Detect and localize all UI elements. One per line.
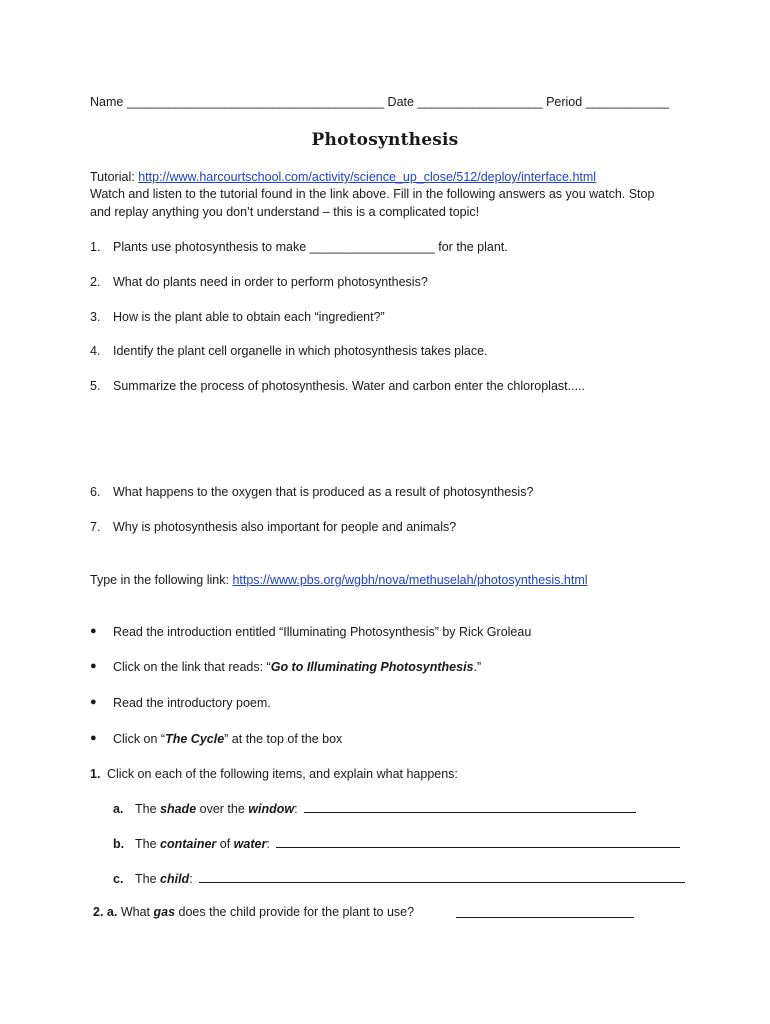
question-text: What do plants need in order to perform photosynthesis? [113, 275, 428, 289]
period-label: Period [546, 95, 583, 109]
part1-number: 1. [90, 767, 101, 781]
bullet-emphasis: The Cycle [165, 732, 225, 746]
part2-number: 2. [93, 905, 104, 919]
item-keyword: container [160, 837, 217, 851]
question-number: 4. [90, 344, 101, 358]
bullet-text-end: ” at the top of the box [224, 732, 343, 746]
question-2 [90, 275, 428, 289]
bullet-text-end: .” [473, 660, 482, 674]
date-label: Date [387, 95, 414, 109]
tutorial-label: Tutorial: [90, 170, 135, 184]
link-label: Type in the following link: [90, 573, 233, 587]
question-6 [90, 485, 533, 499]
instructions-line-1: Watch and listen to the tutorial found in the link above. Fill in the following answers as you watch. Stop [90, 187, 655, 201]
header-line [90, 95, 669, 109]
part2-text-after: does the child provide for the plant to use? [175, 905, 415, 919]
question-5 [90, 379, 585, 393]
bullet-item-4 [113, 732, 342, 746]
question-text: What happens to the oxygen that is produced as a result of photosynthesis? [113, 485, 534, 499]
part2-text: What [120, 905, 154, 919]
bullet-item-3: Read the introductory poem. [113, 696, 271, 710]
question-number: 1. [90, 240, 101, 254]
question-text: Identify the plant cell organelle in which photosynthesis takes place. [113, 344, 488, 358]
tutorial-line [90, 170, 596, 184]
question-3 [90, 310, 385, 324]
bullet-item-2 [113, 660, 481, 674]
bullet-text: Click on “ [113, 732, 166, 746]
item-text: The [135, 872, 161, 886]
item-label: b. [113, 837, 125, 851]
link-instruction [90, 573, 588, 587]
question-7 [90, 520, 456, 534]
question-text-after: for the plant. [434, 240, 508, 254]
item-keyword: shade [160, 802, 197, 816]
item-keyword: child [160, 872, 190, 886]
date-field[interactable]: __________________ [417, 95, 543, 109]
question-text: Plants use photosynthesis to make [113, 240, 310, 254]
question-number: 2. [90, 275, 101, 289]
question-text: How is the plant able to obtain each “ingredient?” [113, 310, 385, 324]
question-number: 5. [90, 379, 101, 393]
item-colon: : [266, 837, 270, 851]
part2-keyword: gas [153, 905, 176, 919]
part1-item-c [113, 871, 685, 886]
pbs-link[interactable]: https://www.pbs.org/wgbh/nova/methuselah/photosynthesis.html [232, 573, 588, 587]
item-text: over the [196, 802, 249, 816]
item-label: a. [113, 802, 124, 816]
page-title: Photosynthesis [311, 130, 459, 150]
name-field[interactable]: _____________________________________ [126, 95, 385, 109]
question-1 [90, 240, 508, 254]
tutorial-link[interactable]: http://www.harcourtschool.com/activity/science_up_close/512/deploy/interface.html [138, 170, 597, 184]
item-text: The [135, 837, 161, 851]
part1-item-b [113, 836, 680, 851]
bullet-dot: ● [90, 732, 97, 744]
item-colon: : [189, 872, 193, 886]
item-label: c. [113, 872, 124, 886]
question-number: 7. [90, 520, 101, 534]
item-text: of [216, 837, 234, 851]
part2-prompt [93, 905, 414, 919]
bullet-text: Click on the link that reads: “ [113, 660, 271, 674]
part1-item-a [113, 801, 636, 816]
answer-line-b[interactable] [276, 836, 680, 848]
item-keyword: window [248, 802, 295, 816]
question-4 [90, 344, 488, 358]
item-keyword: water [233, 837, 267, 851]
bullet-dot: ● [90, 696, 97, 708]
question-number: 3. [90, 310, 101, 324]
question-text: Why is photosynthesis also important for people and animals? [113, 520, 457, 534]
item-text: The [135, 802, 161, 816]
question-number: 6. [90, 485, 101, 499]
part1-text: Click on each of the following items, and explain what happens: [107, 767, 458, 781]
item-colon: : [294, 802, 298, 816]
bullet-item-1: Read the introduction entitled “Illuminating Photosynthesis” by Rick Groleau [113, 625, 532, 639]
period-field[interactable]: ____________ [585, 95, 670, 109]
bullet-emphasis: Go to Illuminating Photosynthesis [270, 660, 474, 674]
part1-prompt [90, 767, 458, 781]
instructions-line-2: and replay anything you don’t understand – this is a complicated topic! [90, 205, 480, 219]
answer-line-part2[interactable] [456, 906, 634, 918]
question-text: Summarize the process of photosynthesis. Water and carbon enter the chloroplast..... [113, 379, 585, 393]
answer-line-c[interactable] [199, 871, 685, 883]
answer-blank[interactable]: __________________ [309, 240, 435, 254]
name-label: Name [90, 95, 124, 109]
bullet-dot: ● [90, 625, 97, 637]
answer-line-a[interactable] [304, 801, 636, 813]
part2-item-label: a. [106, 905, 118, 919]
bullet-dot: ● [90, 660, 97, 672]
